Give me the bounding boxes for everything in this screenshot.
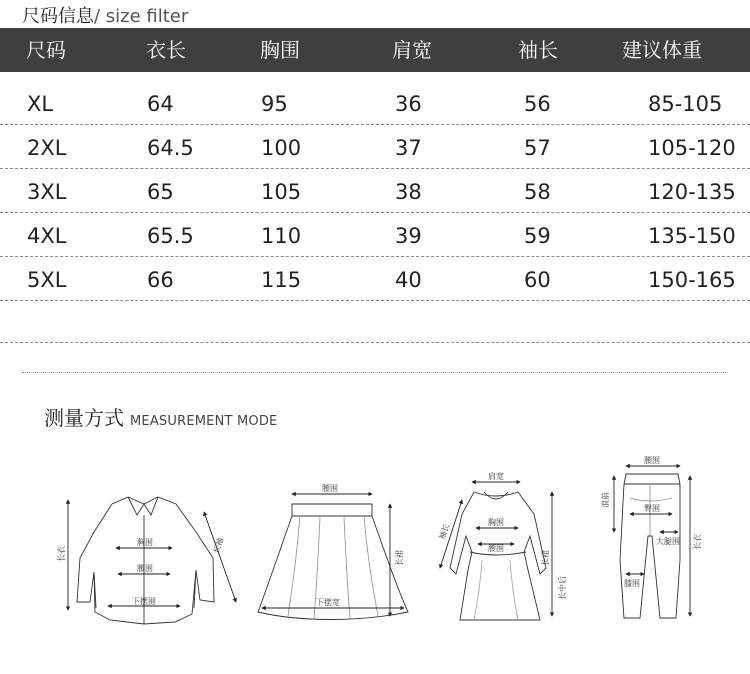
pants-length-label: 长衣: [693, 534, 702, 550]
dress-back-length-label: 长中后: [558, 576, 567, 600]
shirt-chest-label: 胸围: [137, 538, 153, 547]
pants-knee-label: 膝围: [624, 579, 640, 588]
cell-chest: 115: [261, 268, 302, 292]
size-table-header: [0, 28, 750, 72]
table-row: [0, 170, 750, 214]
table-row: [0, 82, 750, 126]
section-divider: [22, 372, 728, 373]
cell-weight: 105-120: [648, 136, 736, 160]
cell-shoulder: 38: [395, 180, 422, 204]
size-title-en: / size filter: [94, 6, 189, 27]
pants-thigh-label: 大腿围: [656, 537, 680, 546]
cell-chest: 95: [261, 92, 288, 116]
measurement-mode-en: MEASUREMENT MODE: [130, 414, 278, 429]
dress-illustration: [450, 492, 546, 620]
cell-shoulder: 39: [395, 224, 422, 248]
shirt-sleeve-label: 长袖: [211, 536, 226, 555]
cell-size: 5XL: [27, 268, 67, 292]
cell-weight: 150-165: [648, 268, 736, 292]
cell-sleeve: 56: [524, 92, 551, 116]
cell-size: XL: [27, 92, 54, 116]
dress-chest-label: 胸围: [488, 518, 504, 527]
measurement-mode-title: [44, 402, 277, 431]
shirt-length-label: 长衣: [57, 546, 66, 562]
cell-size: 2XL: [27, 136, 67, 160]
cell-weight: 135-150: [648, 224, 736, 248]
measurement-diagrams: [0, 440, 750, 674]
cell-sleeve: 60: [524, 268, 551, 292]
cell-length: 64.5: [147, 136, 194, 160]
pants-illustration: [620, 474, 680, 618]
header-length: 衣长: [146, 38, 186, 62]
row-divider: [0, 300, 750, 301]
header-chest: 胸围: [260, 38, 300, 62]
cell-weight: 85-105: [648, 92, 723, 116]
cell-sleeve: 57: [524, 136, 551, 160]
shirt-hem-label: 下摆围: [132, 597, 156, 606]
dress-waist-label: 腰围: [488, 544, 504, 553]
row-divider: [0, 342, 750, 343]
cell-chest: 100: [261, 136, 302, 160]
cell-shoulder: 37: [395, 136, 422, 160]
row-divider: [0, 124, 750, 125]
cell-shoulder: 40: [395, 268, 422, 292]
measurement-mode-cn: 测量方式: [44, 406, 124, 430]
cell-size: 3XL: [27, 180, 67, 204]
table-row: [0, 258, 750, 302]
shirt-sleeve-arrow: [204, 512, 236, 602]
cell-sleeve: 59: [524, 224, 551, 248]
size-title-cn: 尺码信息: [22, 6, 94, 27]
cell-length: 66: [147, 268, 174, 292]
skirt-waist-label: 腰围: [322, 484, 338, 493]
row-divider: [0, 212, 750, 213]
cell-size: 4XL: [27, 224, 67, 248]
dress-sleeve-label: 袖长: [437, 522, 452, 541]
header-shoulder: 肩宽: [392, 38, 432, 62]
cell-shoulder: 36: [395, 92, 422, 116]
dress-length-label: 长裙: [541, 550, 550, 566]
cell-length: 65.5: [147, 224, 194, 248]
cell-chest: 105: [261, 180, 302, 204]
skirt-length-label: 长裙: [395, 550, 404, 566]
size-title: [22, 2, 188, 28]
cell-sleeve: 58: [524, 180, 551, 204]
pants-hip-label: 臀围: [644, 504, 660, 513]
table-row: [0, 126, 750, 170]
cell-length: 64: [147, 92, 174, 116]
header-size: 尺码: [26, 38, 66, 62]
shirt-waist-label: 腰围: [137, 564, 153, 573]
cell-length: 65: [147, 180, 174, 204]
header-sleeve: 袖长: [518, 38, 558, 62]
header-weight: 建议体重: [622, 38, 702, 62]
table-row: [0, 214, 750, 258]
row-divider: [0, 256, 750, 257]
cell-chest: 110: [261, 224, 302, 248]
pants-rise-label: 浪前: [601, 492, 610, 508]
dress-shoulder-label: 肩宽: [488, 472, 504, 481]
pants-waist-label: 腰围: [644, 456, 660, 465]
cell-weight: 120-135: [648, 180, 736, 204]
skirt-hem-label: 下摆宽: [316, 598, 340, 607]
row-divider: [0, 168, 750, 169]
